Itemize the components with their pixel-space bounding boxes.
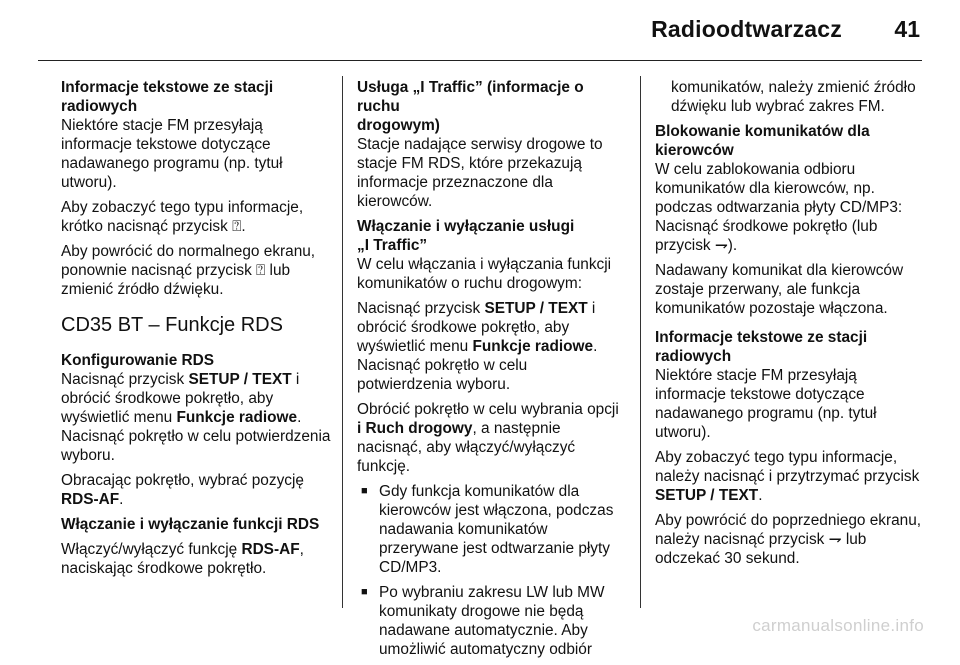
paragraph-text: Aby powrócić do normalnego ekranu, ponownie nacisnąć przycisk [61, 243, 316, 279]
text-button-icon: ⍰ [232, 218, 242, 235]
section-heading: Włączanie i wyłączanie funkcji RDS [61, 516, 320, 533]
paragraph-text: Aby powrócić do poprzedniego ekranu, należy nacisnąć przycisk [655, 512, 922, 548]
paragraph-text: ). [727, 237, 738, 254]
column-1 [61, 78, 331, 584]
section-heading [61, 78, 331, 116]
paragraph-text: Aby zobaczyć tego typu informacje, krótko nacisnąć przycisk [61, 199, 304, 235]
bullet-list [357, 482, 625, 659]
paragraph-text: , naciskając środkowe pokrętło. [61, 541, 304, 577]
menu-name: Funkcje radiowe [176, 409, 298, 426]
page-header [0, 0, 960, 64]
paragraph-text: W celu zablokowania odbioru komunikatów dla kierowców, np. podczas odtwarzania płyty CD/MP3: Nacisnąć środkowe pokrętło (lub przycisk [655, 161, 903, 254]
paragraph-text: Nacisnąć przycisk [61, 371, 189, 388]
column-2 [357, 78, 625, 665]
paragraph-text: Nacisnąć przycisk [357, 300, 485, 317]
heading-text: Włączanie i wyłączanie usługi [357, 218, 575, 235]
menu-name: Funkcje radiowe [472, 338, 594, 355]
page-number: 41 [894, 16, 920, 42]
paragraph [61, 540, 331, 578]
paragraph [61, 242, 331, 299]
paragraph [655, 511, 927, 568]
paragraph: W celu włączania i wyłączania funkcji komunikatów o ruchu drogowym: [357, 256, 612, 292]
button-name: SETUP / TEXT [655, 487, 759, 504]
paragraph [655, 160, 927, 255]
watermark: carmanualsonline.info [752, 616, 924, 635]
paragraph [655, 448, 927, 505]
back-arrow-icon: ⇁ [828, 531, 842, 548]
section-title: CD35 BT – Funkcje RDS [61, 314, 283, 336]
paragraph [61, 198, 331, 236]
paragraph-text: i obrócić środkowe pokrętło, aby wyświetlić menu [357, 300, 596, 355]
heading-text: drogowym) [357, 117, 440, 134]
option-name: RDS-AF [61, 491, 120, 508]
list-item-continuation: komunikatów, należy zmienić źródło dźwięku lub wybrać zakres FM. [671, 79, 916, 115]
paragraph-text: . [119, 491, 124, 508]
paragraph: Nadawany komunikat dla kierowców zostaje przerwany, ale funkcja komunikatów pozostaje włączona. [655, 262, 904, 317]
paragraph-text: . Nacisnąć pokrętło w celu potwierdzenia wyboru. [357, 338, 598, 393]
heading-text: Blokowanie komunikatów dla [655, 123, 870, 140]
paragraph: Niektóre stacje FM przesyłają informacje tekstowe dotyczące nadawanego programu (np. tytuł utworu). [655, 367, 877, 441]
list-item: ■ Gdy funkcja komunikatów dla kierowców jest włączona, podczas nadawania komunikatów przerywane jest odtwarzanie płyty CD/MP3. [357, 482, 625, 577]
paragraph [61, 471, 331, 509]
paragraph-text: lub zmienić źródło dźwięku. [61, 262, 291, 298]
heading-text: „I Traffic” [357, 237, 428, 254]
option-name: RDS-AF [241, 541, 300, 558]
section-heading: Konfigurowanie RDS [61, 352, 215, 369]
page-title: Radioodtwarzacz [651, 16, 842, 42]
header-rule [38, 60, 922, 61]
list-item: ■ Po wybraniu zakresu LW lub MW komunikaty drogowe nie będą nadawane automatycznie. Aby umożliwić automatyczny odbiór [357, 583, 625, 659]
paragraph: Niektóre stacje FM przesyłają informacje tekstowe dotyczące nadawanego programu (np. tytuł utworu). [61, 117, 283, 191]
section-heading [357, 78, 625, 135]
column-divider [640, 76, 641, 608]
paragraph-text: Aby zobaczyć tego typu informacje, należy nacisnąć i przytrzymać przycisk [655, 449, 920, 485]
paragraph-text: . [758, 487, 763, 504]
heading-text: radiowych [61, 98, 138, 115]
heading-text: Usługa „I Traffic” (informacje o ruchu [357, 79, 584, 115]
heading-text: Informacje tekstowe ze stacji [655, 329, 868, 346]
paragraph-text: Obracając pokrętło, wybrać pozycję [61, 472, 304, 489]
column-3 [655, 78, 927, 574]
column-divider [342, 76, 343, 608]
paragraph-text: Obrócić pokrętło w celu wybrania opcji [357, 401, 619, 418]
paragraph [357, 299, 625, 394]
paragraph-text: . [241, 218, 246, 235]
paragraph-text: . Nacisnąć pokrętło w celu potwierdzenia wyboru. [61, 409, 331, 464]
heading-text: kierowców [655, 142, 734, 159]
heading-text: radiowych [655, 348, 732, 365]
paragraph-text: Włączyć/wyłączyć funkcję [61, 541, 242, 558]
paragraph: Stacje nadające serwisy drogowe to stacje FM RDS, które przekazują informacje przeznaczone dla kierowców. [357, 136, 603, 210]
button-name: SETUP / TEXT [484, 300, 588, 317]
paragraph [357, 400, 625, 476]
section-heading [655, 328, 927, 366]
paragraph-text: , a następnie nacisnąć, aby włączyć/wyłączyć funkcję. [357, 420, 576, 475]
section-heading [655, 122, 927, 160]
section-heading [357, 217, 625, 255]
button-name: SETUP / TEXT [188, 371, 292, 388]
paragraph [61, 370, 331, 465]
text-button-icon: ⍰ [256, 262, 266, 279]
paragraph-text: lub odczekać 30 sekund. [655, 531, 867, 567]
option-name: i Ruch drogowy [357, 420, 473, 437]
paragraph-text: i obrócić środkowe pokrętło, aby wyświetlić menu [61, 371, 300, 426]
back-arrow-icon: ⇁ [714, 237, 728, 254]
heading-text: Informacje tekstowe ze stacji [61, 79, 274, 96]
